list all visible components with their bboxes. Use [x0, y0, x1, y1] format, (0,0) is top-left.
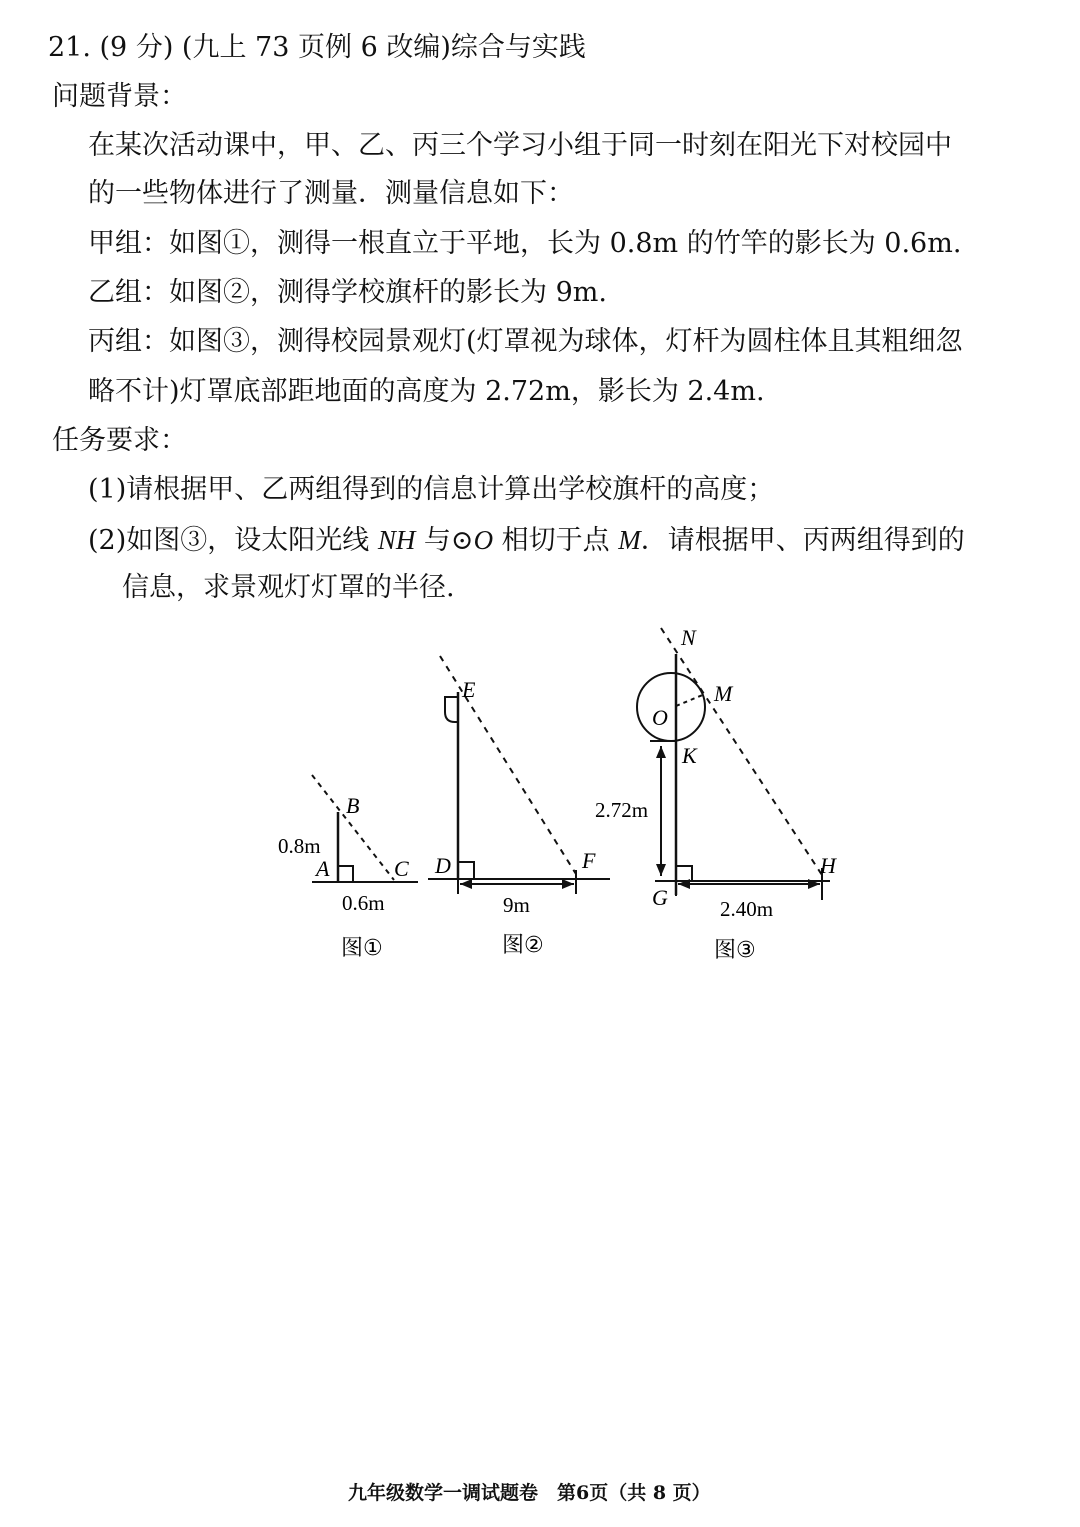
fig3-arrow-up	[656, 746, 666, 758]
task-2-mid2: 相切于点	[493, 525, 619, 556]
fig1-caption: 图①	[341, 936, 383, 961]
task-2-m: M	[618, 525, 641, 555]
fig1-right-angle	[338, 866, 353, 882]
task-2-prefix: (2)如图③，设太阳光线	[88, 525, 378, 556]
fig2-right-angle	[458, 862, 474, 879]
fig3-label-m: M	[714, 681, 733, 706]
fig2-label-d: D	[435, 853, 451, 878]
task-title: 任务要求：	[52, 425, 187, 456]
group-b-info: 乙组：如图②，测得学校旗杆的影长为 9m.	[88, 277, 607, 308]
fig2-sunray	[440, 656, 576, 874]
fig1-label-a: A	[316, 856, 330, 881]
task-2-nh: NH	[377, 525, 416, 555]
fig1-label-c: C	[394, 856, 409, 881]
task-2-line-2: 信息，求景观灯灯罩的半径.	[122, 572, 455, 603]
background-title: 问题背景：	[52, 81, 187, 112]
group-c-info-line-2: 略不计)灯罩底部距地面的高度为 2.72m，影长为 2.4m.	[88, 376, 765, 407]
fig3-shadow-label: 2.40m	[720, 897, 774, 921]
problem-heading: 21. (9 分) (九上 73 页例 6 改编)综合与实践	[48, 32, 586, 63]
fig1-height-label: 0.8m	[278, 834, 321, 858]
task-1: (1)请根据甲、乙两组得到的信息计算出学校旗杆的高度；	[88, 474, 775, 505]
task-2-mid: 与⊙	[415, 525, 474, 556]
fig3-label-g: G	[652, 885, 668, 910]
fig3-arrow-down	[656, 864, 666, 876]
paragraph-line-1: 在某次活动课中，甲、乙、丙三个学习小组于同一时刻在阳光下对校园中	[88, 130, 952, 161]
fig2-caption: 图②	[502, 933, 544, 958]
fig3-radius-om	[676, 694, 705, 706]
fig3-height-label: 2.72m	[595, 798, 649, 822]
fig3-label-h: H	[820, 853, 836, 878]
fig1-label-b: B	[346, 793, 360, 818]
fig2-arrow-right	[562, 879, 574, 889]
task-2-o: O	[473, 525, 494, 555]
paragraph-line-2: 的一些物体进行了测量．测量信息如下：	[88, 178, 574, 209]
fig3-lampshade-circle	[637, 673, 705, 741]
fig2-label-f: F	[582, 848, 596, 873]
fig3-caption: 图③	[714, 938, 756, 963]
fig1-shadow-label: 0.6m	[342, 891, 385, 915]
fig3-label-k: K	[682, 743, 697, 768]
fig3-label-o: O	[652, 705, 668, 730]
fig2-label-e: E	[462, 677, 476, 702]
task-2-suffix: ．请根据甲、丙两组得到的	[640, 525, 965, 556]
group-a-info: 甲组：如图①，测得一根直立于平地，长为 0.8m 的竹竿的影长为 0.6m.	[88, 228, 962, 259]
page-footer: 九年级数学一调试题卷 第6页（共 8 页）	[348, 1482, 711, 1504]
group-c-info-line-1: 丙组：如图③，测得校园景观灯(灯罩视为球体，灯杆为圆柱体且其粗细忽	[88, 326, 963, 357]
fig2-flag	[445, 697, 458, 722]
fig3-right-angle	[676, 866, 692, 881]
fig3-label-n: N	[681, 625, 696, 650]
fig2-shadow-label: 9m	[503, 893, 530, 917]
fig2-arrow-left	[460, 879, 472, 889]
